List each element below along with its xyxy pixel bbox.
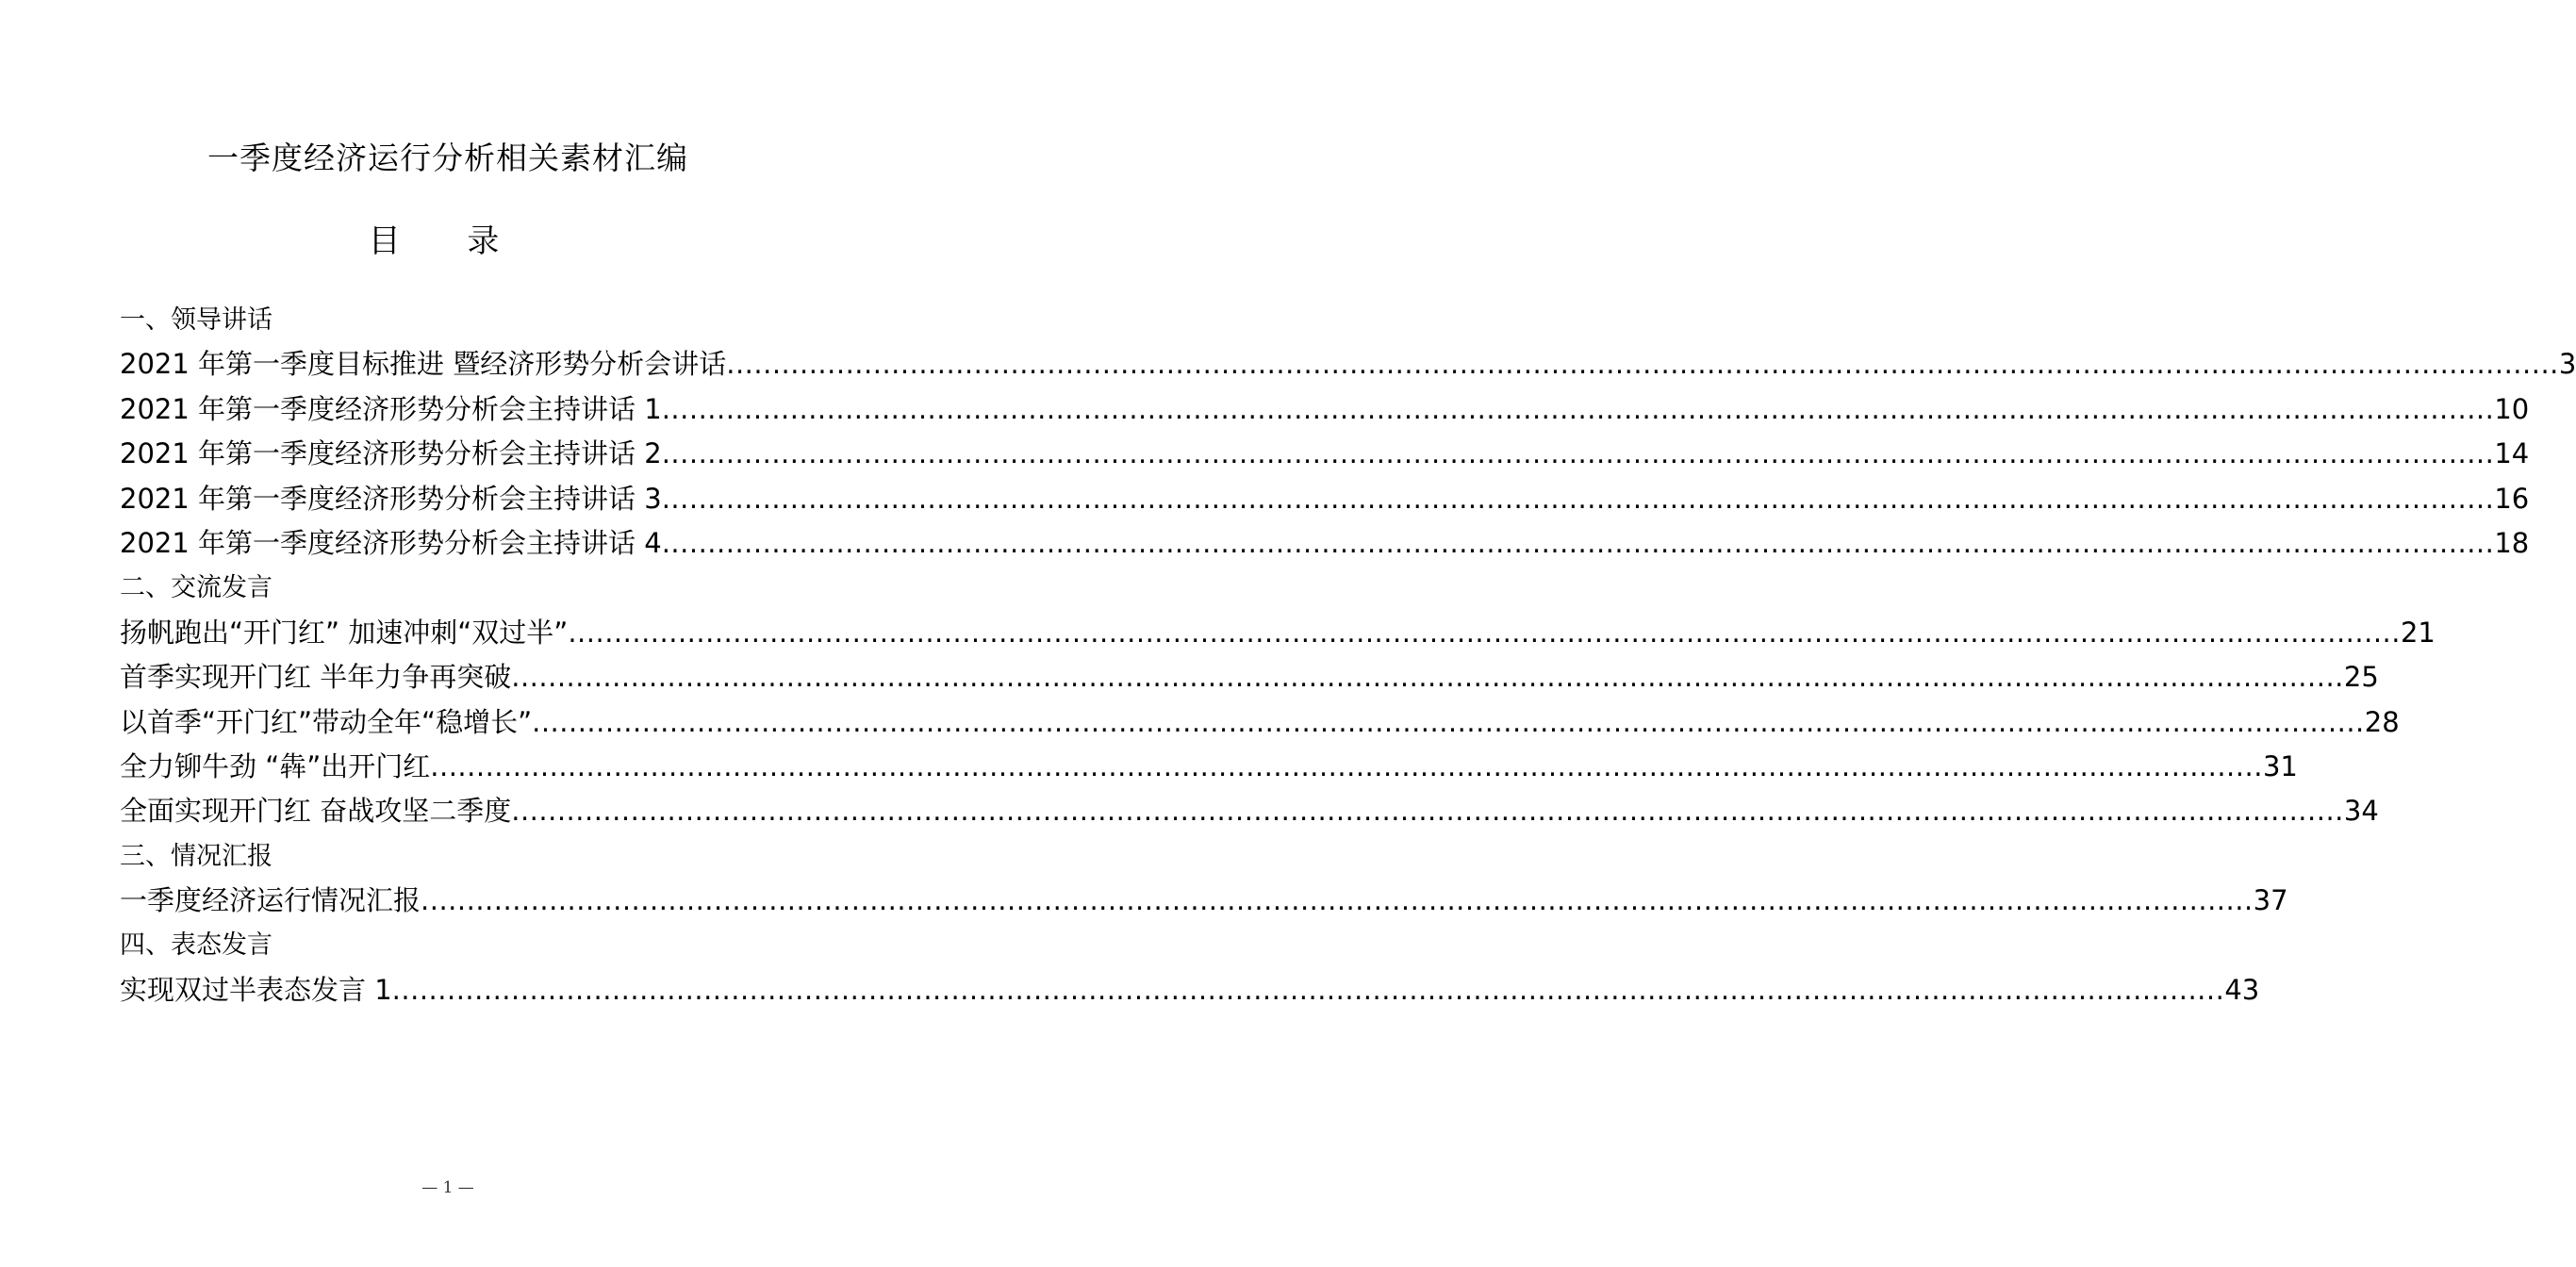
toc-entry[interactable] (120, 879, 2288, 923)
toc-page-number: 16 (2494, 482, 2530, 515)
toc-entry-title: 以首季“开门红”带动全年“稳增长” (120, 705, 533, 738)
toc-leader-dots: ........................................................................................................................................................................................................ (568, 616, 2401, 649)
toc-entry[interactable] (120, 968, 2260, 1012)
toc-entry-title: 2021 年第一季度经济形势分析会主持讲话 2 (120, 437, 662, 470)
toc-section-heading (120, 566, 780, 610)
toc-entry[interactable] (120, 745, 2298, 789)
toc-entry-title: 一季度经济运行情况汇报 (120, 884, 421, 917)
toc-entry-title: 2021 年第一季度目标推进 暨经济形势分析会讲话 (120, 348, 727, 381)
toc-page-number: 21 (2400, 616, 2436, 649)
toc-entry[interactable] (120, 477, 2530, 521)
toc-entry[interactable] (120, 342, 2576, 387)
toc-entry[interactable] (120, 611, 2436, 655)
toc-leader-dots: ........................................................................................................................................................................................................ (661, 526, 2495, 559)
toc-entry[interactable] (120, 387, 2530, 432)
toc-section-label: 一、领导讲话 (120, 305, 272, 335)
table-of-contents (120, 298, 2576, 1012)
toc-section-label: 三、情况汇报 (120, 841, 272, 871)
toc-heading: 目 录 (368, 222, 528, 260)
page-number: — 1 — (421, 1178, 474, 1197)
toc-section-label: 四、表态发言 (120, 930, 272, 961)
toc-entry-title: 实现双过半表态发言 1 (120, 973, 392, 1006)
toc-page-number: 37 (2253, 884, 2288, 917)
toc-entry-title: 首季实现开门红 半年力争再突破 (120, 661, 512, 694)
toc-page-number: 34 (2343, 795, 2379, 828)
toc-leader-dots: ........................................................................................................................................................................................................ (430, 749, 2263, 782)
toc-page-number: 3 (2558, 348, 2576, 381)
toc-leader-dots: ........................................................................................................................................................................................................ (726, 348, 2559, 381)
toc-page-number: 43 (2224, 973, 2260, 1006)
toc-entry-title: 2021 年第一季度经济形势分析会主持讲话 1 (120, 392, 662, 425)
toc-entry-title: 全面实现开门红 奋战攻坚二季度 (120, 795, 512, 828)
toc-page-number: 28 (2364, 705, 2400, 738)
toc-entry[interactable] (120, 655, 2379, 699)
toc-leader-dots: ........................................................................................................................................................................................................ (511, 661, 2344, 694)
toc-entry[interactable] (120, 789, 2379, 833)
toc-entry-title: 2021 年第一季度经济形势分析会主持讲话 4 (120, 526, 662, 559)
toc-entry-title: 2021 年第一季度经济形势分析会主持讲话 3 (120, 482, 662, 515)
toc-leader-dots: ........................................................................................................................................................................................................ (421, 884, 2254, 917)
toc-section-heading (120, 298, 780, 342)
toc-page-number: 31 (2262, 749, 2298, 782)
toc-leader-dots: ........................................................................................................................................................................................................ (532, 705, 2365, 738)
toc-leader-dots: ........................................................................................................................................................................................................ (511, 795, 2344, 828)
toc-entry-title: 全力铆牛劲 “犇”出开门红 (120, 749, 431, 782)
toc-page-number: 10 (2494, 392, 2530, 425)
toc-entry[interactable] (120, 521, 2530, 566)
toc-leader-dots: ........................................................................................................................................................................................................ (661, 392, 2495, 425)
toc-page-number: 25 (2343, 661, 2379, 694)
document-title: 一季度经济运行分析相关素材汇编 (207, 140, 688, 176)
toc-page-number: 18 (2494, 526, 2530, 559)
toc-page-number: 14 (2494, 437, 2530, 470)
toc-section-heading (120, 834, 780, 879)
toc-leader-dots: ........................................................................................................................................................................................................ (661, 482, 2495, 515)
toc-leader-dots: ........................................................................................................................................................................................................ (661, 437, 2495, 470)
toc-leader-dots: ........................................................................................................................................................................................................ (391, 973, 2225, 1006)
toc-entry-title: 扬帆跑出“开门红” 加速冲刺“双过半” (120, 616, 569, 649)
toc-section-heading (120, 923, 780, 967)
toc-section-label: 二、交流发言 (120, 573, 272, 603)
toc-entry[interactable] (120, 700, 2400, 745)
toc-entry[interactable] (120, 432, 2530, 476)
